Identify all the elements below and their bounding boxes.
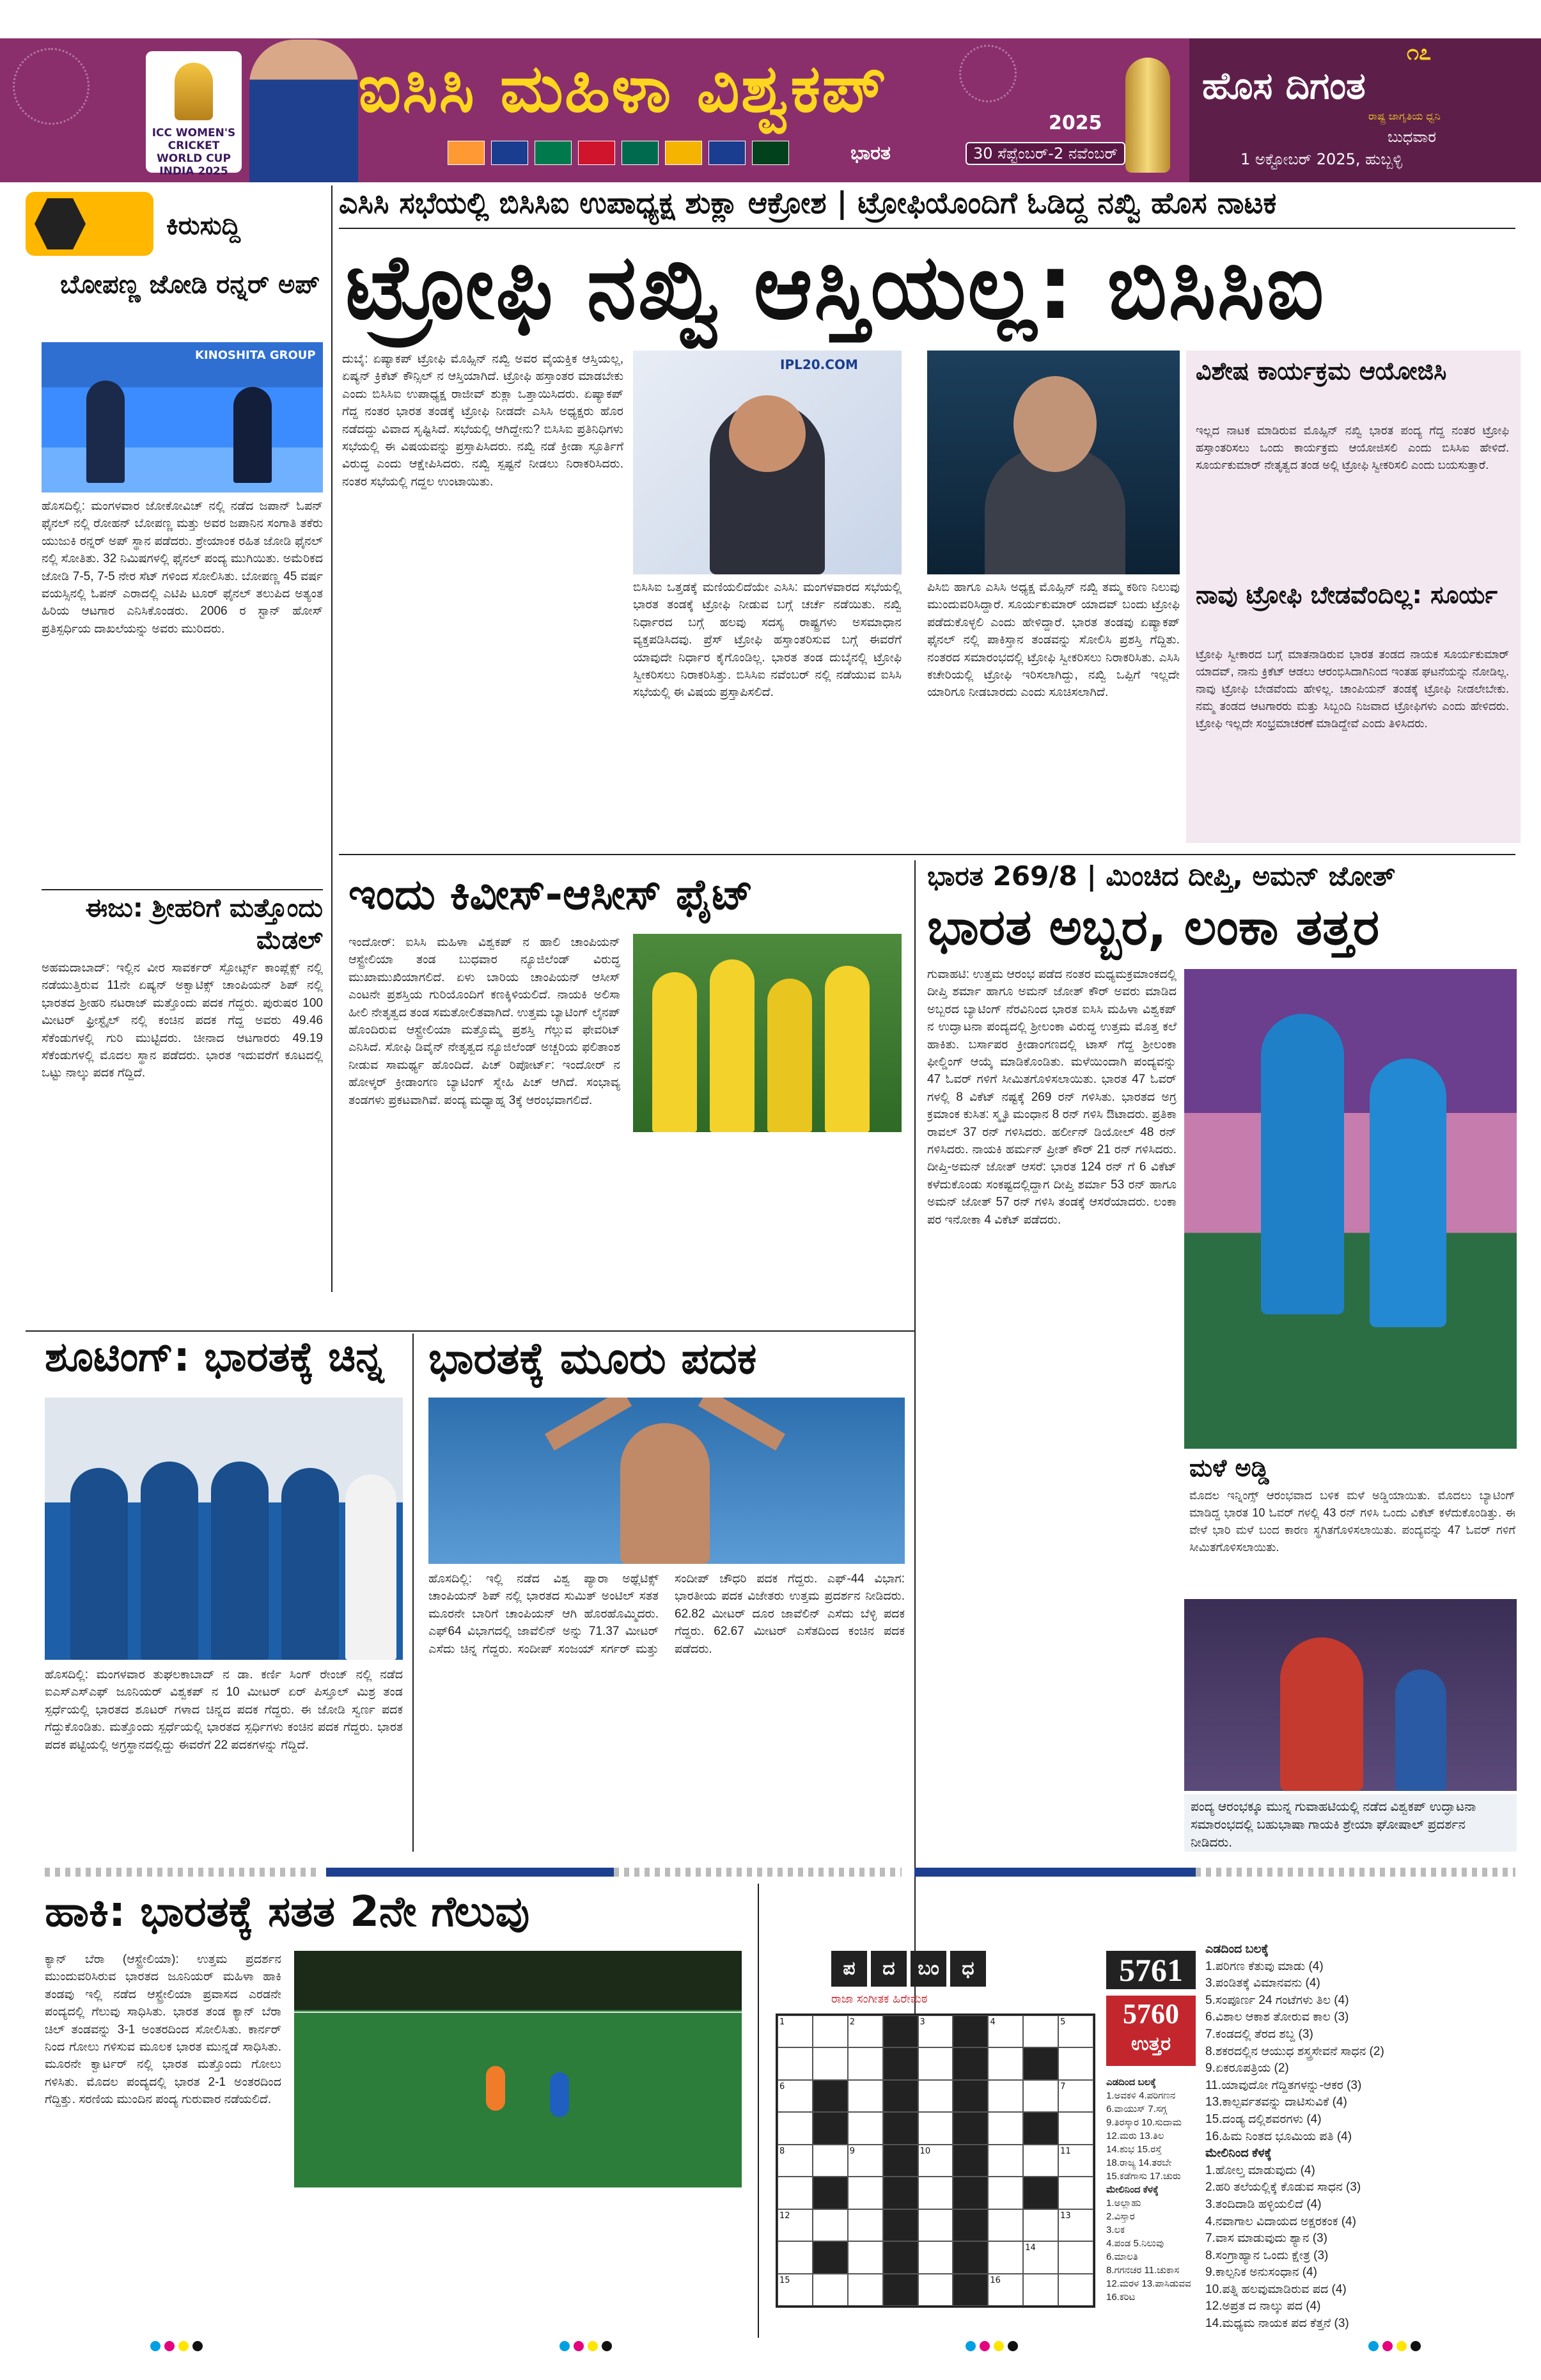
grid-cell[interactable] [988, 2241, 1023, 2273]
grid-cell[interactable]: 14 [1023, 2241, 1058, 2273]
grid-cell[interactable]: 10 [918, 2145, 953, 2177]
grid-cell[interactable] [918, 2047, 953, 2079]
grid-block [953, 2241, 988, 2273]
clue-item: 2.ಹರಿ ತಲೆಯಲ್ಲಿಕ್ಕೆ ಕೊಡುವ ಸಾಧನ (3) [1205, 2180, 1361, 2195]
grid-cell[interactable] [988, 2080, 1023, 2112]
team-flags [448, 141, 789, 165]
grid-cell[interactable] [848, 2274, 883, 2306]
grid-cell[interactable] [988, 2112, 1023, 2144]
country-flag [752, 141, 789, 165]
india-body: ಗುವಾಹಟಿ: ಉತ್ತಮ ಆರಂಭ ಪಡೆದ ನಂತರ ಮಧ್ಯಮಕ್ರಮಾಂಕದಲ್ಲಿ ದೀಪ್ತಿ ಶರ್ಮಾ ಹಾಗೂ ಅಮನ್ ಜೋತ್ ಕೌರ್ ಅವರು ಮಾಡಿದ ಅಬ್ಬರದ ಬ್ಯಾಟಿಂಗ್ ನೆರವಿನಿಂದ ಭಾರತ ಐಸಿಸಿ ಮಹಿಳಾ ವಿಶ್ವಕಪ್ ನ ಉದ್ಘಾಟನಾ ಪಂದ್ಯದಲ್ಲಿ ಶ್ರೀಲಂಕಾ ವಿರುದ್ಧ ಉತ್ತಮ ಮೊತ್ತ ಕಲೆ ಹಾಕಿತು. ಬರ್ಸಾಪರ ಕ್ರೀಡಾಂಗಣದಲ್ಲಿ ಟಾಸ್ ಗೆದ್ದ ಶ್ರೀಲಂಕಾ ಫೀಲ್ಡಿಂಗ್ ಆಯ್ಕೆ ಮಾಡಿಕೊಂಡಿತು. ಮಳೆಯಿಂದಾಗಿ ಪಂದ್ಯವನ್ನು 47 ಓವರ್ ಗಳಿಗೆ ಸೀಮಿತಗೊಳಿಸಲಾಯಿತು. ಭಾರತ 47 ಓವರ್ ಗಳಲ್ಲಿ 8 ವಿಕೆಟ್ ನಷ್ಟಕ್ಕೆ 269 ರನ್ ಗಳಿಸಿತು. ಭಾರತದ ಅಗ್ರ ಕ್ರಮಾಂಕ ಕುಸಿತ: ಸ್ಮೃತಿ ಮಂಧಾನ 8 ರನ್ ಗಳಿಸಿ ಔಟಾದರು. ಪ್ರತಿಕಾ ರಾವಲ್ 37 ರನ್ ಗಳಿಸಿದರು. ಹರ್ಲೀನ್ ಡಿಯೋಲ್ 48 ರನ್ ಗಳಿಸಿದರು. ನಾಯಕಿ ಹರ್ಮನ್ ಪ್ರೀತ್ ಕೌರ್ 21 ರನ್ ಗಳಿಸಿದರು. ದೀಪ್ತಿ-ಅಮನ್ ಜೋತ್ ಆಸರೆ: ಭಾರತ 124 ರನ್ ಗೆ 6 ವಿಕೆಟ್ ಕಳೆದುಕೊಂಡು ಸಂಕಷ್ಟದಲ್ಲಿದ್ದಾಗ ದೀಪ್ತಿ ಶರ್ಮಾ 53 ರನ್ ಹಾಗೂ ಅಮನ್ ಜೋತ್ 57 ರನ್ ಗಳಿಸಿ ತಂಡಕ್ಕೆ ಆಸರೆಯಾದರು. ಲಂಕಾ ಪರ ಇನೋಕಾ 4 ವಿಕೆಟ್ ಪಡೆದರು. [927, 968, 1177, 1227]
tennis-photo [42, 342, 323, 493]
lead-body-col1: ದುಬೈ: ಏಷ್ಯಾಕಪ್ ಟ್ರೋಫಿ ಮೊಹ್ಸಿನ್ ನಖ್ವಿ ಅವರ ವೈಯಕ್ತಿಕ ಆಸ್ತಿಯಲ್ಲ, ಏಷ್ಯನ್ ಕ್ರಿಕೆಟ್ ಕೌನ್ಸಿಲ್ ನ ಆಸ್ತಿಯಾಗಿದೆ. ಟ್ರೋಫಿ ಹಸ್ತಾಂತರ ಮಾಡಬೇಕು ಎಂದು ಬಿಸಿಸಿಐ ಉಪಾಧ್ಯಕ್ಷ ರಾಜೀವ್ ಶುಕ್ಲಾ ಒತ್ತಾಯಿಸಿದರು. ಏಷ್ಯಾಕಪ್ ಗೆದ್ದ ನಂತರ ಭಾರತ ತಂಡಕ್ಕೆ ಟ್ರೋಫಿ ನೀಡದೇ ಎಸಿಸಿ ಅಧ್ಯಕ್ಷರು ಹೊರ ನಡೆದದ್ದು ವಿವಾದ ಸೃಷ್ಟಿಸಿದೆ. ಸಭೆಯಲ್ಲಿ ಆಗಿದ್ದೇನು? ಬಿಸಿಸಿಐ ಪ್ರತಿನಿಧಿಗಳು ಸಭೆಯಲ್ಲಿ ಈ ವಿಷಯವನ್ನು ಪ್ರಸ್ತಾಪಿಸಿದರು. ನಖ್ವಿ ನಡೆ ಕ್ರೀಡಾ ಸ್ಫೂರ್ತಿಗೆ ವಿರುದ್ಧ ಎಂದು ಆಕ್ಷೇಪಿಸಿದರು. ನಖ್ವಿ ಸ್ಪಷ್ಟನೆ ನೀಡಲು ನಿರಾಕರಿಸಿದರು. ನಂತರ ಸಭೆಯಲ್ಲಿ ಗದ್ದಲ ಉಂಟಾಯಿತು. [342, 352, 623, 489]
player-photo [249, 40, 358, 182]
grid-block [953, 2047, 988, 2079]
lead-body-col3: ಪಿಸಿಬಿ ಹಾಗೂ ಎಸಿಸಿ ಅಧ್ಯಕ್ಷ ಮೊಹ್ಸಿನ್ ನಖ್ವಿ ತಮ್ಮ ಕಠಿಣ ನಿಲುವು ಮುಂದುವರಿಸಿದ್ದಾರೆ. ಸೂರ್ಯಕುಮಾರ್ ಯಾದವ್ ಬಂದು ಟ್ರೋಫಿ ಪಡೆದುಕೊಳ್ಳಲಿ ಎಂದು ಹೇಳಿದ್ದಾರೆ. ಭಾರತ ತಂಡವು ಏಷ್ಯಾಕಪ್ ಫೈನಲ್ ನಲ್ಲಿ ಪಾಕಿಸ್ತಾನ ತಂಡವನ್ನು ಸೋಲಿಸಿ ಪ್ರಶಸ್ತಿ ಗೆದ್ದಿತು. ನಂತರದ ಸಮಾರಂಭದಲ್ಲಿ ಟ್ರೋಫಿ ಸ್ವೀಕರಿಸಲು ನಿರಾಕರಿಸಿತು. ಎಸಿಸಿ ಕಚೇರಿಯಲ್ಲಿ ಟ್ರೋಫಿ ಇರಿಸಲಾಗಿದ್ದು, ನಖ್ವಿ ಒಪ್ಪಿಗೆ ಇಲ್ಲದೇ ಯಾರಿಗೂ ನೀಡಬಾರದು ಎಂದು ಸೂಚಿಸಲಾಗಿದೆ. [927, 581, 1180, 700]
story-headline: ಬೋಪಣ್ಣ ಜೋಡಿ ರನ್ನರ್ ಅಪ್ [60, 270, 320, 299]
shreya-ghoshal-photo [1184, 1599, 1517, 1791]
hand-icon [35, 198, 86, 249]
newspaper-name: ಹೊಸ ದಿಗಂತ [1202, 64, 1366, 107]
grid-block [813, 2177, 848, 2209]
issue-date: 1 ಅಕ್ಟೋಬರ್ 2025, ಹುಬ್ಬಳ್ಳಿ [1240, 150, 1402, 168]
photo-banner-text: IPL20.COM [780, 357, 858, 372]
crossword-title [831, 1951, 986, 1987]
title-letter: ಧ [950, 1951, 986, 1987]
grid-block [883, 2112, 918, 2144]
india-batting-photo [1184, 969, 1517, 1449]
title-letter: ಪ [831, 1951, 867, 1987]
grid-cell[interactable] [848, 2047, 883, 2079]
grid-cell[interactable] [1023, 2145, 1058, 2177]
grid-cell[interactable] [918, 2080, 953, 2112]
box-headline: ನಾವು ಟ್ರೋಫಿ ಬೇಡವೆಂದಿಲ್ಲ: ಸೂರ್ಯ [1196, 581, 1498, 609]
grid-cell[interactable] [778, 2047, 813, 2079]
clue-item: 3.ತಂದಿದಾಡಿ ಹಳ್ಳಿಯಲಿದೆ (4) [1205, 2197, 1322, 2211]
crossword-subtitle: ರಾಜಾ ಸಂಗೀತಕ ಹಿರೇಮಠ [831, 1992, 928, 2006]
player-figure [652, 972, 697, 1132]
grid-cell[interactable] [848, 2209, 883, 2241]
answer-item: 1.ಅಲ್ಲಾಹು [1106, 2198, 1141, 2209]
clue-item: 6.ವಿಶಾಲ ಆಕಾಶ ತೋರುವ ಕಾಲ (3) [1205, 2010, 1349, 2024]
country-flag [665, 141, 702, 165]
kiwi-body: ಇಂದೋರ್: ಐಸಿಸಿ ಮಹಿಳಾ ವಿಶ್ವಕಪ್ ನ ಹಾಲಿ ಚಾಂಪಿಯನ್ ಆಸ್ಟ್ರೇಲಿಯಾ ತಂಡ ಬುಧವಾರ ನ್ಯೂಜಿಲೆಂಡ್ ವಿರುದ್ಧ ಮುಖಾಮುಖಿಯಾಗಲಿದೆ. ಏಳು ಬಾರಿಯ ಚಾಂಪಿಯನ್ ಆಸೀಸ್ ಎಂಟನೇ ಪ್ರಶಸ್ತಿಯ ಗುರಿಯೊಂದಿಗೆ ಕಣಕ್ಕಿಳಿಯಲಿದೆ. ನಾಯಕಿ ಅಲಿಸಾ ಹೀಲಿ ನೇತೃತ್ವದ ತಂಡ ಸಮತೋಲಿತವಾಗಿದೆ. ಉತ್ತಮ ಬ್ಯಾಟಿಂಗ್ ಲೈನಪ್ ಹೊಂದಿರುವ ಆಸ್ಟ್ರೇಲಿಯಾ ಮತ್ತೊಮ್ಮೆ ಪ್ರಶಸ್ತಿ ಗೆಲ್ಲುವ ಫೇವರಿಟ್ ಎನಿಸಿದೆ. ಸೋಫಿ ಡಿವೈನ್ ನೇತೃತ್ವದ ನ್ಯೂಜಿಲೆಂಡ್ ಅಚ್ಚರಿಯ ಫಲಿತಾಂಶ ನೀಡುವ ಸಾಮರ್ಥ್ಯ ಹೊಂದಿದೆ. ಪಿಚ್ ರಿಪೋರ್ಟ್: ಇಂದೋರ್ ನ ಹೋಳ್ಕರ್ ಕ್ರೀಡಾಂಗಣ ಬ್ಯಾಟಿಂಗ್ ಸ್ನೇಹಿ ಪಿಚ್ ಆಗಿದೆ. ಸಂಭಾವ್ಯ ತಂಡಗಳು ಪ್ರಕಟವಾಗಿವೆ. ಪಂದ್ಯ ಮಧ್ಯಾಹ್ನ 3ಕ್ಕೆ ಆರಂಭವಾಗಲಿದೆ. [348, 936, 620, 1107]
grid-cell[interactable] [1023, 2015, 1058, 2047]
singer-figure [1280, 1637, 1363, 1791]
country-flag [448, 141, 485, 165]
player-figure [1370, 1059, 1446, 1327]
grid-block [883, 2080, 918, 2112]
divider [339, 228, 1515, 229]
registration-marks [966, 2341, 1018, 2351]
grid-cell[interactable] [1058, 2112, 1093, 2144]
india-headline: ಭಾರತ ಅಬ್ಬರ, ಲಂಕಾ ತತ್ತರ [927, 899, 1380, 956]
player-figure [550, 2072, 569, 2117]
grid-cell[interactable]: 3 [918, 2015, 953, 2047]
grid-block [953, 2080, 988, 2112]
lead-headline: ಟ್ರೋಫಿ ನಖ್ವಿ ಆಸ್ತಿಯಲ್ಲ: ಬಿಸಿಸಿಐ [345, 235, 1326, 340]
grid-cell[interactable] [988, 2047, 1023, 2079]
story-body: ಹೊಸದಿಲ್ಲಿ: ಮಂಗಳವಾರ ಜೋಕೋವಿಚ್ ನಲ್ಲಿ ನಡೆದ ಜಪಾನ್ ಓಪನ್ ಫೈನಲ್ ನಲ್ಲಿ ರೋಹನ್ ಬೋಪಣ್ಣ ಮತ್ತು ಅವರ ಜಪಾನಿನ ಸಂಗಾತಿ ತಕೆರು ಯುಜುಕಿ ರನ್ನರ್ ಅಪ್ ಸ್ಥಾನ ಪಡೆದರು. ಶ್ರೇಯಾಂಕ ರಹಿತ ಜೋಡಿ ಫೈನಲ್ ನಲ್ಲಿ ಸೋತಿತು. 32 ನಿಮಿಷಗಳಲ್ಲಿ ಫೈನಲ್ ಪಂದ್ಯ ಮುಗಿಯಿತು. ಅಮೆರಿಕದ ಜೋಡಿ 7-5, 7-5 ನೇರ ಸೆಟ್ ಗಳಿಂದ ಸೋಲಿಸಿತು. ಬೋಪಣ್ಣ 45 ವರ್ಷ ವಯಸ್ಸಿನಲ್ಲಿ ಓಪನ್ ಎರಾದಲ್ಲಿ ಎಟಿಪಿ ಟೂರ್ ಫೈನಲ್ ತಲುಪಿದ ಅತ್ಯಂತ ಹಿರಿಯ ಆಟಗಾರ ಎನಿಸಿಕೊಂಡರು. 2006 ರ ಸ್ಟಾನ್ ಹೋಸ್ ಪ್ರತಿಸ್ಪರ್ಧಿಯ ದಾಖಲೆಯನ್ನು ಅವರು ಮುರಿದರು. [42, 500, 323, 636]
clue-item: 9.ಕಾಲ್ಪನಿಕ ಅನುಸಂಧಾನ (4) [1205, 2266, 1317, 2280]
answer-item: 6.ಮಾಲತಿ [1106, 2251, 1138, 2262]
column-rule [331, 185, 332, 1292]
grid-block [953, 2177, 988, 2209]
grid-cell[interactable] [813, 2015, 848, 2047]
shooting-team-photo [45, 1398, 403, 1660]
story-headline: ಈಜು: ಶ್ರೀಹರಿಗೆ ಮತ್ತೊಂದು ಮೆಡಲ್ [85, 894, 323, 955]
grid-cell[interactable]: 12 [778, 2209, 813, 2241]
medals-body: ಹೊಸದಿಲ್ಲಿ: ಇಲ್ಲಿ ನಡೆದ ವಿಶ್ವ ಪ್ಯಾರಾ ಅಥ್ಲೆಟಿಕ್ಸ್ ಚಾಂಪಿಯನ್ ಶಿಪ್ ನಲ್ಲಿ ಭಾರತದ ಸುಮಿತ್ ಅಂಟಿಲ್ ಸತತ ಮೂರನೇ ಬಾರಿಗೆ ಚಾಂಪಿಯನ್ ಆಗಿ ಹೊರಹೊಮ್ಮಿದರು. ಎಫ್64 ವಿಭಾಗದಲ್ಲಿ ಜಾವೆಲಿನ್ ಅನ್ನು 71.37 ಮೀಟರ್ ಎಸೆದು ಚಿನ್ನ ಗೆದ್ದರು. ಸಂದೀಪ್ ಸಂಜಯ್ ಸರ್ಗರ್ ಮತ್ತು ಸಂದೀಪ್ ಚೌಧರಿ ಪದಕ ಗೆದ್ದರು. ಎಫ್-44 ವಿಭಾಗ: ಭಾರತೀಯ ಪದಕ ವಿಜೇತರು ಉತ್ತಮ ಪ್ರದರ್ಶನ ನೀಡಿದರು. 62.82 ಮೀಟರ್ ದೂರ ಜಾವೆಲಿನ್ ಎಸೆದು ಬೆಳ್ಳಿ ಪದಕ ಗೆದ್ದರು. 62.67 ಮೀಟರ್ ಎಸೆತದಿಂದ ಕಂಚಿನ ಪದಕ ಪಡೆದರು. [428, 1572, 905, 1656]
box-body: ಟ್ರೋಫಿ ಸ್ವೀಕಾರದ ಬಗ್ಗೆ ಮಾತನಾಡಿರುವ ಭಾರತ ತಂಡದ ನಾಯಕ ಸೂರ್ಯಕುಮಾರ್ ಯಾದವ್, ನಾನು ಕ್ರಿಕೆಟ್ ಆಡಲು ಆರಂಭಿಸಿದಾಗಿನಿಂದ ಇಂತಹ ಘಟನೆಯನ್ನು ನೋಡಿಲ್ಲ. ನಾವು ಟ್ರೋಫಿ ಬೇಡವೆಂದು ಹೇಳಿಲ್ಲ. ಚಾಂಪಿಯನ್ ತಂಡಕ್ಕೆ ಟ್ರೋಫಿ ನೀಡಲೇಬೇಕು. ನಮ್ಮ ತಂಡದ ಆಟಗಾರರು ಮತ್ತು ಸಿಬ್ಬಂದಿ ನಿಜವಾದ ಟ್ರೋಫಿಗಳು ಎಂದು ಹೇಳಿದರು. ಟ್ರೋಫಿ ಇಲ್ಲದೇ ಸಂಭ್ರಮಾಚರಣೆ ಮಾಡಿದ್ದೇವೆ ಎಂದು ತಿಳಿಸಿದರು. [1196, 648, 1509, 730]
answer-item: 12.ಮರು 13.ತಿಲ [1106, 2131, 1164, 2141]
grid-cell[interactable]: 2 [848, 2015, 883, 2047]
answers-list [1106, 2076, 1196, 2304]
grid-block [883, 2047, 918, 2079]
grid-cell[interactable] [813, 2209, 848, 2241]
clue-item: 11.ಯಾವುದೋ ಗೆದ್ದಿತಗಳನ್ನು-ಆಕರ (3) [1205, 2078, 1362, 2092]
tournament-dates: 30 ಸೆಪ್ಟೆಂಬರ್-2 ನವೆಂಬರ್ [966, 142, 1125, 165]
clue-item: 13.ಕಾಲ್ಪರ್ವತವನ್ನು ದಾಟಿಸುವಿಕೆ (4) [1205, 2095, 1347, 2109]
player-figure [1261, 1014, 1344, 1314]
india-kicker: ಭಾರತ 269/8 | ಮಿಂಚಿದ ದೀಪ್ತಿ, ಅಮನ್ ಜೋತ್ [927, 860, 1396, 892]
hockey-headline: ಹಾಕಿ: ಭಾರತಕ್ಕೆ ಸತತ 2ನೇ ಗೆಲುವು [45, 1887, 530, 1936]
grid-block [1023, 2177, 1058, 2209]
player-figure [767, 979, 812, 1132]
grid-cell[interactable]: 9 [848, 2145, 883, 2177]
grid-block [953, 2145, 988, 2177]
athlete-arm [698, 1398, 785, 1451]
color-strip [914, 1868, 1196, 1877]
answer-item: 8.ಗಗನಚರ 11.ಚುಕಾಸ [1106, 2265, 1180, 2276]
player-figure [86, 381, 125, 483]
player-figure [825, 966, 870, 1132]
clue-item: 7.ಕಂಡದಲ್ಲಿ ತೆರದ ಶಬ್ದ (3) [1205, 2027, 1313, 2041]
grid-cell[interactable]: 6 [778, 2080, 813, 2112]
rain-body: ಮೊದಲ ಇನ್ನಿಂಗ್ಸ್ ಆರಂಭವಾದ ಬಳಿಕ ಮಳೆ ಅಡ್ಡಿಯಾಯಿತು. ಮೊದಲು ಬ್ಯಾಟಿಂಗ್ ಮಾಡಿದ್ದ ಭಾರತ 10 ಓವರ್ ಗಳಲ್ಲಿ 43 ರನ್ ಗಳಿಸಿ ಒಂದು ವಿಕೆಟ್ ಕಳೆದುಕೊಂಡಿತ್ತು. ಈ ವೇಳೆ ಭಾರಿ ಮಳೆ ಬಂದ ಕಾರಣ ಸ್ಥಗಿತಗೊಳಿಸಲಾಯಿತು. ಪಂದ್ಯವನ್ನು 47 ಓವರ್ ಗಳಿಗೆ ಸೀಮಿತಗೊಳಿಸಲಾಯಿತು. [1189, 1489, 1515, 1554]
country-flag [491, 141, 528, 165]
title-letter: ಬಂ [911, 1951, 946, 1987]
answer-label: ಉತ್ತರ [1130, 2033, 1171, 2055]
crossword-number: 5761 [1106, 1951, 1196, 1989]
clue-item: ಮೇಲಿನಿಂದ ಕೆಳಕ್ಕೆ [1205, 2147, 1272, 2161]
grid-cell[interactable] [988, 2145, 1023, 2177]
player-figure [233, 387, 272, 483]
photo-caption: ಪಂದ್ಯ ಆರಂಭಕ್ಕೂ ಮುನ್ನ ಗುವಾಹಟಿಯಲ್ಲಿ ನಡೆದ ವಿಶ್ವಕಪ್ ಉದ್ಘಾಟನಾ ಸಮಾರಂಭದಲ್ಲಿ ಬಹುಭಾಷಾ ಗಾಯಕಿ ಶ್ರೇಯಾ ಘೋಷಾಲ್ ಪ್ರದರ್ಶನ ನೀಡಿದರು. [1184, 1794, 1517, 1852]
player-figure [710, 959, 755, 1132]
divider [339, 854, 1515, 855]
hockey-body: ಕ್ಯಾನ್ ಬೆರಾ (ಆಸ್ಟ್ರೇಲಿಯಾ): ಉತ್ತಮ ಪ್ರದರ್ಶನ ಮುಂದುವರಿಸಿರುವ ಭಾರತದ ಜೂನಿಯರ್ ಮಹಿಳಾ ಹಾಕಿ ತಂಡವು ಇಲ್ಲಿ ನಡೆದ ಆಸ್ಟ್ರೇಲಿಯಾ ಪ್ರವಾಸದ ಎರಡನೇ ಪಂದ್ಯದಲ್ಲಿ ಗೆಲುವು ಸಾಧಿಸಿತು. ಭಾರತ ತಂಡ ಕ್ಯಾನ್ ಬೆರಾ ಚಿಲ್ ತಂಡವನ್ನು 3-1 ಅಂತರದಿಂದ ಸೋಲಿಸಿತು. ಕಾರ್ನರ್ ನಿಂದ ಗೋಲು ಗಳಿಸುವ ಮೂಲಕ ಭಾರತ ಮುನ್ನಡೆ ಸಾಧಿಸಿತು. ಮೂರನೇ ಕ್ವಾರ್ಟರ್ ನಲ್ಲಿ ಭಾರತ ಮತ್ತೊಂದು ಗೋಲು ಗಳಿಸಿತು. ಮೊದಲ ಪಂದ್ಯದಲ್ಲಿ ಭಾರತ 2-1 ಅಂತರದಿಂದ ಗೆದ್ದಿತ್ತು. ಸರಣಿಯ ಮುಂದಿನ ಪಂದ್ಯ ಗುರುವಾರ ನಡೆಯಲಿದೆ. [45, 1953, 281, 2107]
color-strip [45, 1868, 320, 1877]
grid-block [1023, 2112, 1058, 2144]
rain-headline: ಮಳೆ ಅಡ್ಡಿ [1189, 1454, 1269, 1482]
grid-cell[interactable]: 5 [1058, 2015, 1093, 2047]
player-figure [1395, 1669, 1446, 1791]
lead-body-col2: ಬಿಸಿಸಿಐ ಒತ್ತಡಕ್ಕೆ ಮಣಿಯಲಿದೆಯೇ ಎಸಿಸಿ: ಮಂಗಳವಾರದ ಸಭೆಯಲ್ಲಿ ಭಾರತ ತಂಡಕ್ಕೆ ಟ್ರೋಫಿ ನೀಡುವ ಬಗ್ಗೆ ಚರ್ಚೆ ನಡೆಯಿತು. ನಖ್ವಿ ನಿರ್ಧಾರದ ಬಗ್ಗೆ ಹಲವು ಸದಸ್ಯ ರಾಷ್ಟ್ರಗಳು ಅಸಮಾಧಾನ ವ್ಯಕ್ತಪಡಿಸಿದವು. ಪ್ರೆಸ್ ಟ್ರೋಫಿ ಹಸ್ತಾಂತರಿಸುವ ಬಗ್ಗೆ ಈವರೆಗೆ ಯಾವುದೇ ನಿರ್ಧಾರ ಕೈಗೊಂಡಿಲ್ಲ. ಭಾರತ ತಂಡ ದುಬೈನಲ್ಲಿ ಟ್ರೋಫಿ ಸ್ವೀಕರಿಸಲು ನಿರಾಕರಿಸಿತ್ತು. ಬಿಸಿಸಿಐ ನವೆಂಬರ್ ನಲ್ಲಿ ನಡೆಯುವ ಐಸಿಸಿ ಸಭೆಯಲ್ಲಿ ಈ ವಿಷಯ ಪ್ರಸ್ತಾಪಿಸಲಿದೆ. [633, 581, 902, 700]
medals-headline: ಭಾರತಕ್ಕೆ ಮೂರು ಪದಕ [428, 1334, 757, 1384]
trophy-icon [1125, 58, 1170, 173]
grid-block [953, 2015, 988, 2047]
field-line [294, 2012, 742, 2013]
box-headline: ವಿಶೇಷ ಕಾರ್ಯಕ್ರಮ ಆಯೋಜಿಸಿ [1196, 357, 1447, 385]
clue-item: 4.ನವಾಗಾಲ ವಿದಾಯದ ಅಕ್ಷರಕಂಕ (4) [1205, 2214, 1356, 2228]
grid-cell[interactable]: 11 [1058, 2145, 1093, 2177]
box-body: ಇಲ್ಲದ ನಾಟಕ ಮಾಡಿರುವ ಮೊಹ್ಸಿನ್ ನಖ್ವಿ ಭಾರತ ಪಂದ್ಯ ಗೆದ್ದ ನಂತರ ಟ್ರೋಫಿ ಹಸ್ತಾಂತರಿಸಲು ಒಂದು ಕಾರ್ಯಕ್ರಮ ಆಯೋಜಿಸಲಿ ಎಂದು ಬಿಸಿಸಿಐ ಹೇಳಿದೆ. ಸೂರ್ಯಕುಮಾರ್ ನೇತೃತ್ವದ ತಂಡ ಅಲ್ಲಿ ಟ್ರೋಫಿ ಸ್ವೀಕರಿಸಲಿ ಎಂದು ಬಯಸುತ್ತಾರೆ. [1196, 424, 1509, 471]
athlete-figure [620, 1423, 710, 1564]
player-figure [281, 1468, 339, 1660]
grid-cell[interactable] [813, 2145, 848, 2177]
grid-block [883, 2209, 918, 2241]
answer-item: 2.ವಿಸ್ತಾರ [1106, 2211, 1135, 2222]
clue-item: 14.ಮಧ್ಯಮ ನಾಯಕ ಪದ ಕೆತ್ತನೆ (3) [1205, 2317, 1349, 2331]
kirusuddi-logo [26, 192, 153, 256]
player-figure [141, 1462, 198, 1660]
country-flag [578, 141, 615, 165]
person-face [729, 395, 806, 472]
kiwi-headline: ಇಂದು ಕಿವೀಸ್-ಆಸೀಸ್ ಫೈಟ್ [348, 870, 753, 919]
shooting-headline: ಶೂಟಿಂಗ್: ಭಾರತಕ್ಕೆ ಚಿನ್ನ [45, 1334, 384, 1381]
player-figure [211, 1462, 269, 1660]
answer-item: 3.ಲಕ [1106, 2225, 1125, 2235]
grid-cell[interactable] [918, 2241, 953, 2273]
color-strip [1196, 1868, 1515, 1877]
grid-cell[interactable]: 1 [778, 2015, 813, 2047]
grid-cell[interactable]: 13 [1058, 2209, 1093, 2241]
grid-cell[interactable] [778, 2177, 813, 2209]
shukla-photo [633, 351, 902, 574]
firework-icon [959, 45, 1017, 102]
column-rule [758, 1884, 759, 2338]
newspaper-tagline: ರಾಷ್ಟ್ರ ಜಾಗೃತಿಯ ಧ್ವನಿ [1368, 110, 1441, 122]
hockey-photo [294, 1951, 742, 2187]
answer-item: 1.ಅವಕಳಿ 4.ಪರಿಗಣನ [1106, 2090, 1176, 2101]
clue-item: 3.ಪಂಡಿತಕ್ಕೆ ವಿಮಾನವನು (4) [1205, 1976, 1320, 1990]
grid-cell[interactable] [1023, 2080, 1058, 2112]
grid-cell[interactable]: 15 [778, 2274, 813, 2306]
grid-cell[interactable]: 16 [988, 2274, 1023, 2306]
grid-block [883, 2241, 918, 2273]
clues-header: ಎಡದಿಂದ ಬಲಕ್ಕೆ [1205, 1943, 1269, 1956]
answer-item: 4.ಪಂಡ 5.ನಿಲುವು [1106, 2238, 1164, 2249]
grid-cell[interactable] [848, 2241, 883, 2273]
answer-item: ಮೇಲಿನಿಂದ ಕೆಳಕ್ಕೆ [1106, 2184, 1159, 2195]
crossword-grid [776, 2014, 1095, 2308]
grid-cell[interactable] [813, 2047, 848, 2079]
athlete-arm [545, 1398, 632, 1451]
lead-kicker: ಎಸಿಸಿ ಸಭೆಯಲ್ಲಿ ಬಿಸಿಸಿಐ ಉಪಾಧ್ಯಕ್ಷ ಶುಕ್ಲಾ ಆಕ್ರೋಶ | ಟ್ರೋಫಿಯೊಂದಿಗೆ ಓಡಿದ್ದ ನಖ್ವಿ ಹೊಸ ನಾಟಕ [339, 185, 1277, 220]
grid-cell[interactable] [918, 2209, 953, 2241]
clue-item: 1.ಹೋಲ್ತ ಮಾಡುವುದು (4) [1205, 2163, 1315, 2177]
clue-item: 1.ಪರಿಗಣ ಕೆತುವು ಮಾಡು (4) [1205, 1959, 1324, 1973]
answer-item: ಎಡದಿಂದ ಬಲಕ್ಕೆ [1106, 2077, 1157, 2088]
clue-item: 12.ಅಪ್ರತ ದ ನಾಲ್ಕು ಪದ (4) [1205, 2299, 1321, 2313]
grid-block [1023, 2047, 1058, 2079]
clue-item: 7.ವಾಸ ಮಾಡುವುದು ಶ್ಯಾನ (3) [1205, 2232, 1327, 2246]
grid-block [953, 2209, 988, 2241]
grid-cell[interactable] [918, 2112, 953, 2144]
grid-cell[interactable] [1023, 2209, 1058, 2241]
clue-item: 8.ಸಂಗ್ರಾಹ್ಯಾನ ಒಂದು ಕ್ಷೇತ್ರ (3) [1205, 2248, 1329, 2262]
naqvi-photo [927, 351, 1180, 574]
registration-marks [559, 2341, 612, 2351]
page-number: ೧೭ [1407, 40, 1432, 65]
grid-block [883, 2145, 918, 2177]
clue-item: 9.ಏಕರೂಪತ್ರಿಯ (2) [1205, 2061, 1289, 2076]
player-figure [70, 1468, 128, 1660]
color-strip [326, 1868, 614, 1877]
answer-item: 14.ಶುಭ 15.ರಸ್ತೆ [1106, 2144, 1162, 2155]
grid-block [883, 2015, 918, 2047]
shooting-body: ಹೊಸದಿಲ್ಲಿ: ಮಂಗಳವಾರ ತುಘಲಕಾಬಾದ್ ನ ಡಾ. ಕರ್ಣಿ ಸಿಂಗ್ ರೇಂಜ್ ನಲ್ಲಿ ನಡೆದ ಐಎಸ್ಎಸ್ಎಫ್ ಜೂನಿಯರ್ ವಿಶ್ವಕಪ್ ನ 10 ಮೀಟರ್ ಏರ್ ಪಿಸ್ತೂಲ್ ಮಿಶ್ರ ತಂಡ ಸ್ಪರ್ಧೆಯಲ್ಲಿ ಭಾರತದ ಶೂಟರ್ ಗಳಾದ ಚಿನ್ನದ ಪದಕ ಗೆದ್ದರು. ಈ ಜೋಡಿ ಸ್ವರ್ಣ ಪದಕ ಗೆದ್ದುಕೊಂಡಿತು. ಮತ್ತೊಂದು ಸ್ಪರ್ಧೆಯಲ್ಲಿ ಭಾರತದ ಸ್ಪರ್ಧಿಗಳು ಕಂಚಿನ ಪದಕ ಗೆದ್ದರು. ಭಾರತ ಪದಕ ಪಟ್ಟಿಯಲ್ಲಿ ಅಗ್ರಸ್ಥಾನದಲ್ಲಿದ್ದು ಈವರೆಗೆ 22 ಪದಕಗಳನ್ನು ಗೆದ್ದಿದೆ. [45, 1668, 403, 1752]
grid-block [953, 2274, 988, 2306]
clue-item: 15.ದಂಡ್ಯ ದಲ್ಲಿಶವರಗಳು (4) [1205, 2112, 1322, 2126]
player-figure [345, 1474, 396, 1660]
grid-cell[interactable] [1058, 2274, 1093, 2306]
country-flag [708, 141, 746, 165]
grid-cell[interactable] [848, 2112, 883, 2144]
answer-item: 18.ರಾಜ್ಯ 14.ತರಬೇ [1106, 2157, 1172, 2168]
answer-item: 15.ಕಡೆಗಾಸು 17.ಚುರು [1106, 2171, 1181, 2182]
color-strip [614, 1868, 902, 1877]
column-rule [412, 1334, 414, 1852]
clues-list [1205, 1941, 1519, 2333]
grid-cell[interactable] [918, 2177, 953, 2209]
clue-item: 10.ಪತ್ನಿ ಹಲವುಮಾಡಿರುವ ಪದ (4) [1205, 2282, 1347, 2296]
grid-cell[interactable] [988, 2177, 1023, 2209]
registration-marks [150, 2341, 203, 2351]
answer-item: 16.ಕರಿಟ [1106, 2292, 1136, 2303]
grid-cell[interactable] [988, 2209, 1023, 2241]
grid-cell[interactable] [813, 2274, 848, 2306]
grid-cell[interactable] [848, 2080, 883, 2112]
clue-item: 8.ಶಕರದಲ್ಲಿನ ಆಯುಧ ಶಸ್ತ್ರಸೇವನೆ ಸಾಧನ (2) [1205, 2044, 1384, 2058]
kirusuddi-title: ಕಿರುಸುದ್ದಿ [166, 211, 241, 240]
clue-item: 5.ಸಂಪೂರ್ಣ 24 ಗಂಟೆಗಳು ತಿಲ (4) [1205, 1993, 1349, 2007]
grid-block [813, 2080, 848, 2112]
column-rule [914, 860, 916, 2095]
clue-item: 16.ಹಿಮ ನಿಂತದ ಭೂಮಿಯ ಪತಿ (4) [1205, 2129, 1352, 2143]
player-figure [486, 2066, 505, 2111]
grid-cell[interactable] [1058, 2047, 1093, 2079]
trophy-icon [175, 63, 213, 120]
photo-banner-text: KINOSHITA GROUP [195, 349, 316, 362]
grid-cell[interactable] [1058, 2241, 1093, 2273]
firework-icon [13, 48, 90, 125]
grid-block [883, 2274, 918, 2306]
grid-cell[interactable] [918, 2274, 953, 2306]
icc-logo: ICC WOMEN'S CRICKET WORLD CUP INDIA 2025 [146, 51, 242, 173]
registration-marks [1368, 2341, 1421, 2351]
answer-item: 12.ಮರಳ 13.ಪಾಸಿಡುವವ [1106, 2278, 1191, 2289]
country-flag [535, 141, 572, 165]
banner-title: ಐಸಿಸಿ ಮಹಿಳಾ ವಿಶ್ವಕಪ್ [358, 49, 888, 127]
country-flag [622, 141, 659, 165]
grid-block [953, 2112, 988, 2144]
divider [42, 889, 323, 890]
grid-cell[interactable]: 4 [988, 2015, 1023, 2047]
grid-cell[interactable] [778, 2112, 813, 2144]
grid-cell[interactable] [1023, 2274, 1058, 2306]
host-country: ಭಾರತ [850, 142, 891, 164]
grid-cell[interactable] [848, 2177, 883, 2209]
grid-cell[interactable] [778, 2241, 813, 2273]
person-face [1013, 376, 1097, 472]
answer-item: 6.ವಾಯುಸ್ 7.ಸಗ್ಗ [1106, 2104, 1167, 2115]
australia-team-photo [633, 934, 902, 1132]
grid-cell[interactable] [1058, 2177, 1093, 2209]
prev-number: 5760 [1123, 1998, 1179, 2029]
issue-day: ಬುಧವಾರ [1388, 128, 1436, 146]
athlete-photo [428, 1398, 905, 1564]
answer-item: 9.ತಿರಸ್ಕಾರ 10.ಸುದಾಮ [1106, 2117, 1182, 2128]
story-body: ಅಹಮದಾಬಾದ್: ಇಲ್ಲಿನ ವೀರ ಸಾವರ್ಕರ್ ಸ್ಪೋರ್ಟ್ಸ್ ಕಾಂಪ್ಲೆಕ್ಸ್ ನಲ್ಲಿ ನಡೆಯುತ್ತಿರುವ 11ನೇ ಏಷ್ಯನ್ ಅಕ್ವಾಟಿಕ್ಸ್ ಚಾಂಪಿಯನ್ ಶಿಪ್ ನಲ್ಲಿ ಭಾರತದ ಶ್ರೀಹರಿ ನಟರಾಜ್ ಮತ್ತೊಂದು ಪದಕ ಗೆದ್ದರು. ಪುರುಷರ 100 ಮೀಟರ್ ಫ್ರೀಸ್ಟೈಲ್ ನಲ್ಲಿ ಕಂಚಿನ ಪದಕ ಗೆದ್ದ ಅವರು 49.46 ಸೆಕೆಂಡುಗಳಲ್ಲಿ ಗುರಿ ಮುಟ್ಟಿದರು. ಚೀನಾದ ಆಟಗಾರರು 49.19 ಸೆಕೆಂಡುಗಳಲ್ಲಿ ಮೊದಲ ಸ್ಥಾನ ಪಡೆದರು. ಭಾರತ ಇದುವರೆಗೆ ಕೂಟದಲ್ಲಿ ಒಟ್ಟು ನಾಲ್ಕು ಪದಕ ಗೆದ್ದಿದೆ. [42, 961, 323, 1080]
grid-block [883, 2177, 918, 2209]
grid-cell[interactable]: 8 [778, 2145, 813, 2177]
grid-block [813, 2241, 848, 2273]
title-letter: ದ [871, 1951, 907, 1987]
grid-cell[interactable]: 7 [1058, 2080, 1093, 2112]
banner-year: 2025 [1049, 112, 1102, 134]
answer-box [1106, 1996, 1196, 2066]
divider [26, 1330, 914, 1332]
grid-block [813, 2112, 848, 2144]
